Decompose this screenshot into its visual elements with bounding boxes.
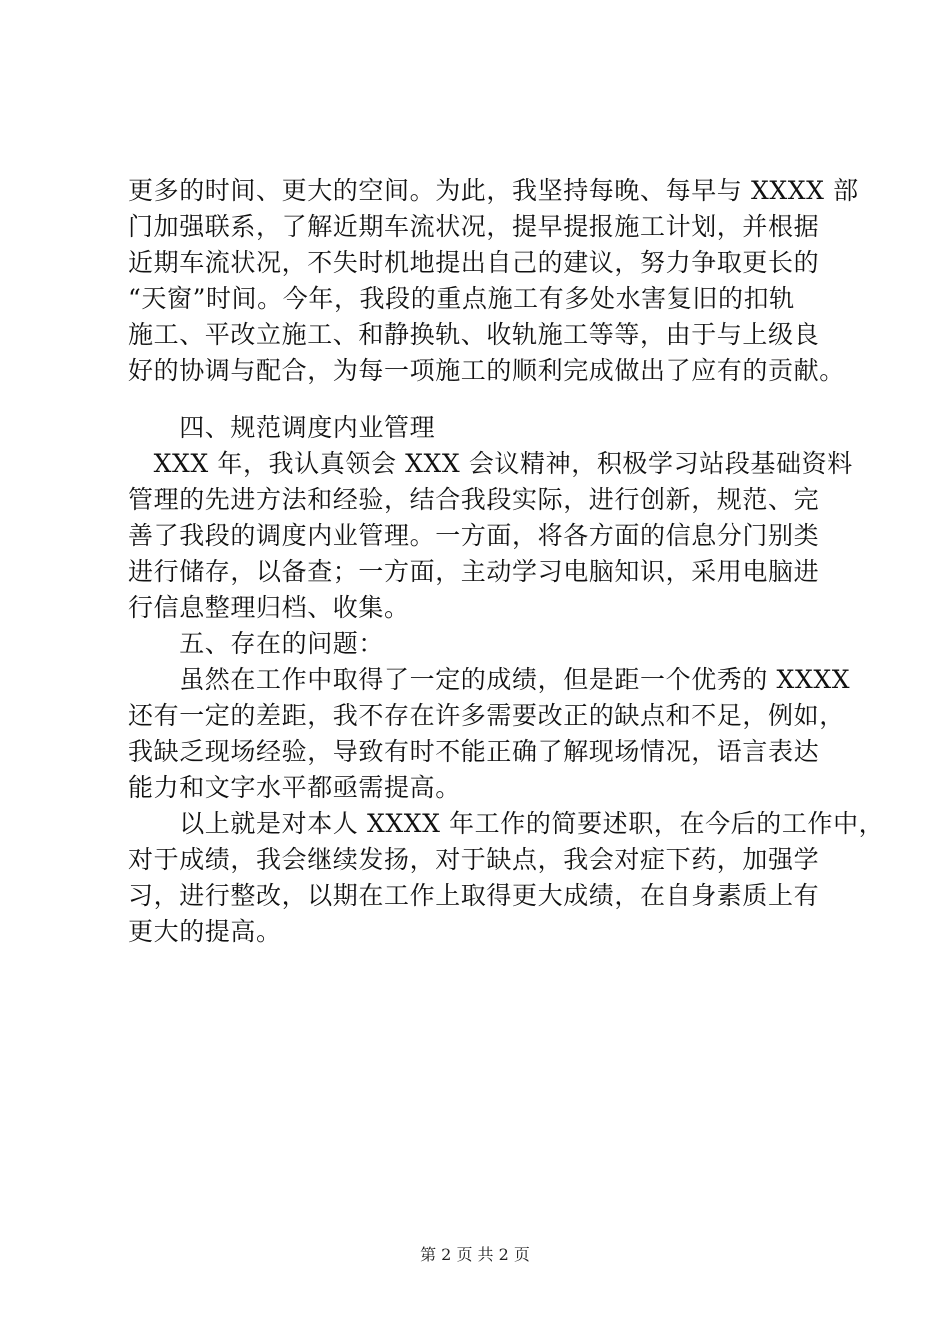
body-text-line: 以上就是对本人 XXXX 年工作的简要述职，在今后的工作中， xyxy=(128,809,885,838)
body-text-line: 还有一定的差距，我不存在许多需要改正的缺点和不足，例如， xyxy=(128,701,845,730)
body-text-line: 能力和文字水平都亟需提高。 xyxy=(128,773,461,802)
body-text-line: 管理的先进方法和经验，结合我段实际，进行创新，规范、完 xyxy=(128,485,820,514)
body-text-line: 虽然在工作中取得了一定的成绩，但是距一个优秀的 XXXX xyxy=(128,665,851,694)
body-text-line: 近期车流状况，不失时机地提出自己的建议，努力争取更长的 xyxy=(128,248,820,277)
body-text-line: 施工、平改立施工、和静换轨、收轨施工等等，由于与上级良 xyxy=(128,320,820,349)
body-text-line: 我缺乏现场经验，导致有时不能正确了解现场情况，语言表达 xyxy=(128,737,820,766)
body-text-line: 好的协调与配合，为每一项施工的顺利完成做出了应有的贡献。 xyxy=(128,356,845,385)
body-text-line: 门加强联系，了解近期车流状况，提早提报施工计划，并根据 xyxy=(128,212,820,241)
body-text-line: 更大的提高。 xyxy=(128,917,282,946)
body-text-line: 更多的时间、更大的空间。为此，我坚持每晚、每早与 XXXX 部 xyxy=(128,176,859,205)
body-text-line: XXX 年，我认真领会 XXX 会议精神，积极学习站段基础资料 xyxy=(128,449,853,478)
section-heading: 五、存在的问题： xyxy=(128,629,385,658)
body-text-line: 善了我段的调度内业管理。一方面，将各方面的信息分门别类 xyxy=(128,521,820,550)
body-text-line: 行信息整理归档、收集。 xyxy=(128,593,410,622)
body-text-line: 习，进行整改，以期在工作上取得更大成绩，在自身素质上有 xyxy=(128,881,820,910)
body-text-line: “天窗”时间。今年，我段的重点施工有多处水害复旧的扣轨 xyxy=(128,284,795,313)
page-number-footer: 第 2 页 共 2 页 xyxy=(420,1245,530,1264)
body-text-line: 进行储存，以备查；一方面，主动学习电脑知识，采用电脑进 xyxy=(128,557,820,586)
section-heading: 四、规范调度内业管理 xyxy=(128,413,436,442)
body-text-line: 对于成绩，我会继续发扬，对于缺点，我会对症下药，加强学 xyxy=(128,845,820,874)
